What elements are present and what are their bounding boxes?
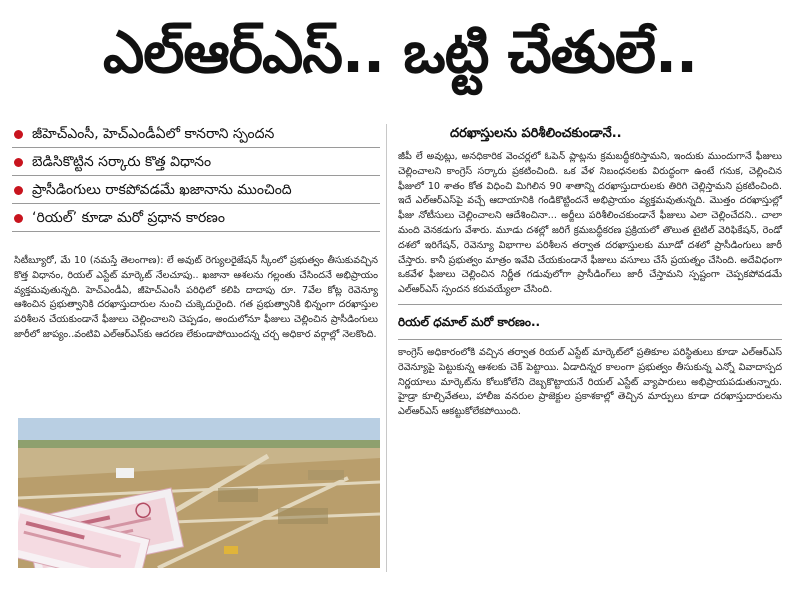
subhead-real-estate: రియల్‌ ధమాల్‌ మరో కారణం..: [398, 314, 541, 329]
bullet-item: [12, 204, 380, 232]
bullet-item: [12, 148, 380, 176]
bullet-list: [12, 120, 380, 232]
bullet-text: బెడిసికొట్టిన సర్కారు కొత్త విధానం: [32, 154, 212, 170]
bullet-item: [12, 120, 380, 148]
bullet-text: ‘రియల్‌’ కూడా మరో ప్రధాన కారణం: [32, 210, 225, 226]
section-divider: [398, 339, 782, 340]
headline: ఎల్‌ఆర్‌ఎస్‌.. ఒట్టి చేతులే..: [102, 18, 698, 86]
bullet-dot-icon: [14, 158, 23, 167]
paragraph-real-estate: కాంగ్రెస్‌ అధికారంలోకి వచ్చిన తర్వాత రియల్‌ ఎస్టేట్‌ మార్కెట్‌లో ప్రతికూల పరిస్థితులు కూడా ఎల్‌ఆర్‌ఎస్‌ రెవెన్యూపై పెట్టుకున్న ఆశలకు చెక్‌ పెట్టాయి. ఏడాదిన్నర కాలంగా ప్రభుత్వం తీసుకున్న ఎన్నో వివాదాస్పద నిర్ణయాలు మార్కెట్‌ను కోలుకోలేని దెబ్బకొట్టాయనే రియల్‌ ఎస్టేట్‌ వ్యాపారులు అభిప్రాయపడుతున్నారు. హైడ్రా కూల్చివేతలు, హాలీజ వనరుల ప్రాజెక్టుల ప్రకాశకాల్లో తెచ్చిన మార్పులు కూడా దరఖాస్తుదారులను ఎల్‌ఆర్‌ఎస్‌ ఆకట్టుకోలేకపోయింది.: [398, 346, 782, 418]
bullet-text: ప్రాసీడింగులు రాకపోవడమే ఖజానాను ముంచింది: [32, 182, 292, 198]
layout-plots-photo: [18, 418, 380, 568]
lead-paragraph: సిటీబ్యూరో, మే 10 (నమస్తే తెలంగాణ): లే అవుట్‌ రెగ్యులరైజేషన్‌ స్కీంలో ప్రభుత్వం తీసుకువచ్చిన కొత్త విధానం, రియల్‌ ఎస్టేట్‌ మార్కెట్‌ నేలచూపు.. ఖజానా ఆశలను గల్లంతు చేసిందనే అభిప్రాయం వ్యక్తమవుతున్నది. హెచ్‌ఎండీఏ, జీహెచ్‌ఎంసీ పరిధిలో కలిపి దాదాపు రూ. 7వేల కోట్ల రెవెన్యూ ఆశించిన ప్రభుత్వానికి దరఖాస్తుదారుల నుంచి చుక్కెదురైంది. గత ప్రభుత్వానికి భిన్నంగా దరఖాస్తుల పరిశీలన చేయకుండానే ఫీజులు చెల్లించాలని చెప్పడం, అందులోనూ ఫీజులు చెల్లించిన ప్రాసీడింగులు జారీలో జాప్యం..వంటివి ఎల్‌ఆర్‌ఎస్‌కు ఆదరణ లేకుండాపోయిందన్న చర్చ అధికార వర్గాల్లో నెలకొంది.: [14, 255, 378, 340]
photo-illustration: [18, 418, 380, 568]
bullet-dot-icon: [14, 186, 23, 195]
paragraph-applications: జీపీ లే అవుట్లు, అనధికారిక వెంచర్లలో ఓపెన్‌ ప్లాట్లను క్రమబద్ధీకరిస్తామని, ఇందుకు ముందుగానే ఫీజులు చెల్లించాలని కాంగ్రెస్‌ సర్కారు ప్రకటించింది. ఒక వేళ నిబంధనలకు విరుద్ధంగా ఉంటే గనుక, చెల్లించిన ఫీజులో 10 శాతం కోత విధించి మిగిలిన 90 శాతాన్ని దరఖాస్తుదారులకు తిరిగి చెల్లిస్తామని ప్రకటించింది. ఇదే ఎల్‌ఆర్‌ఎస్‌పై వచ్చే ఆదాయానికి గండికొట్టిందనే అభిప్రాయం వ్యక్తమవుతున్నది. మొత్తం దరఖాస్తుల్లో ఫీజు నోటీసులు చెల్లించాలని ఆదేశించినా... అర్జీలు పరిశీలించకుండానే ఫీజులు ఎలా చెల్లించేదని.. చాలా మంది వెనకడుగు వేశారు. మూడు దశల్లో జరిగే క్రమబద్ధీకరణ ప్రక్రియలో తొలుత టైటిల్‌ వెరిఫికేషన్‌, రెండో దశలో ఇరిగేషన్‌, రెవెన్యూ విభాగాల పరిశీలన తర్వాత దరఖాస్తులకు మూడో దశలో ప్రాసీడింగులు జారీ చేస్తారు. కానీ ప్రభుత్వం మాత్రం ఇవేవి చేయకుండానే ఫీజులు వసూలు చేసే ప్రయత్నం చేసింది. అదేవిధంగా ఒకవేళ ఫీజులు చెల్లించిన నిర్ణీత గడువులోగా ప్రాసీడింగ్‌లు జారీ చేస్తామని స్పష్టంగా చెప్పకపోవడమే ఎల్‌ఆర్‌ఎస్‌ స్పందన కరువయ్యేలా చేసింది.: [398, 151, 782, 296]
bullet-text: జీహెచ్‌ఎంసీ, హెచ్‌ఎండీఏలో కానరాని స్పందన: [32, 126, 275, 142]
right-column: [398, 124, 782, 420]
subhead-applications: దరఖాస్తులను పరిశీలించకుండానే..: [450, 126, 622, 141]
bullet-item: [12, 176, 380, 204]
bullet-dot-icon: [14, 130, 23, 139]
section-divider: [398, 304, 782, 305]
column-divider: [386, 124, 387, 572]
bullet-dot-icon: [14, 214, 23, 223]
